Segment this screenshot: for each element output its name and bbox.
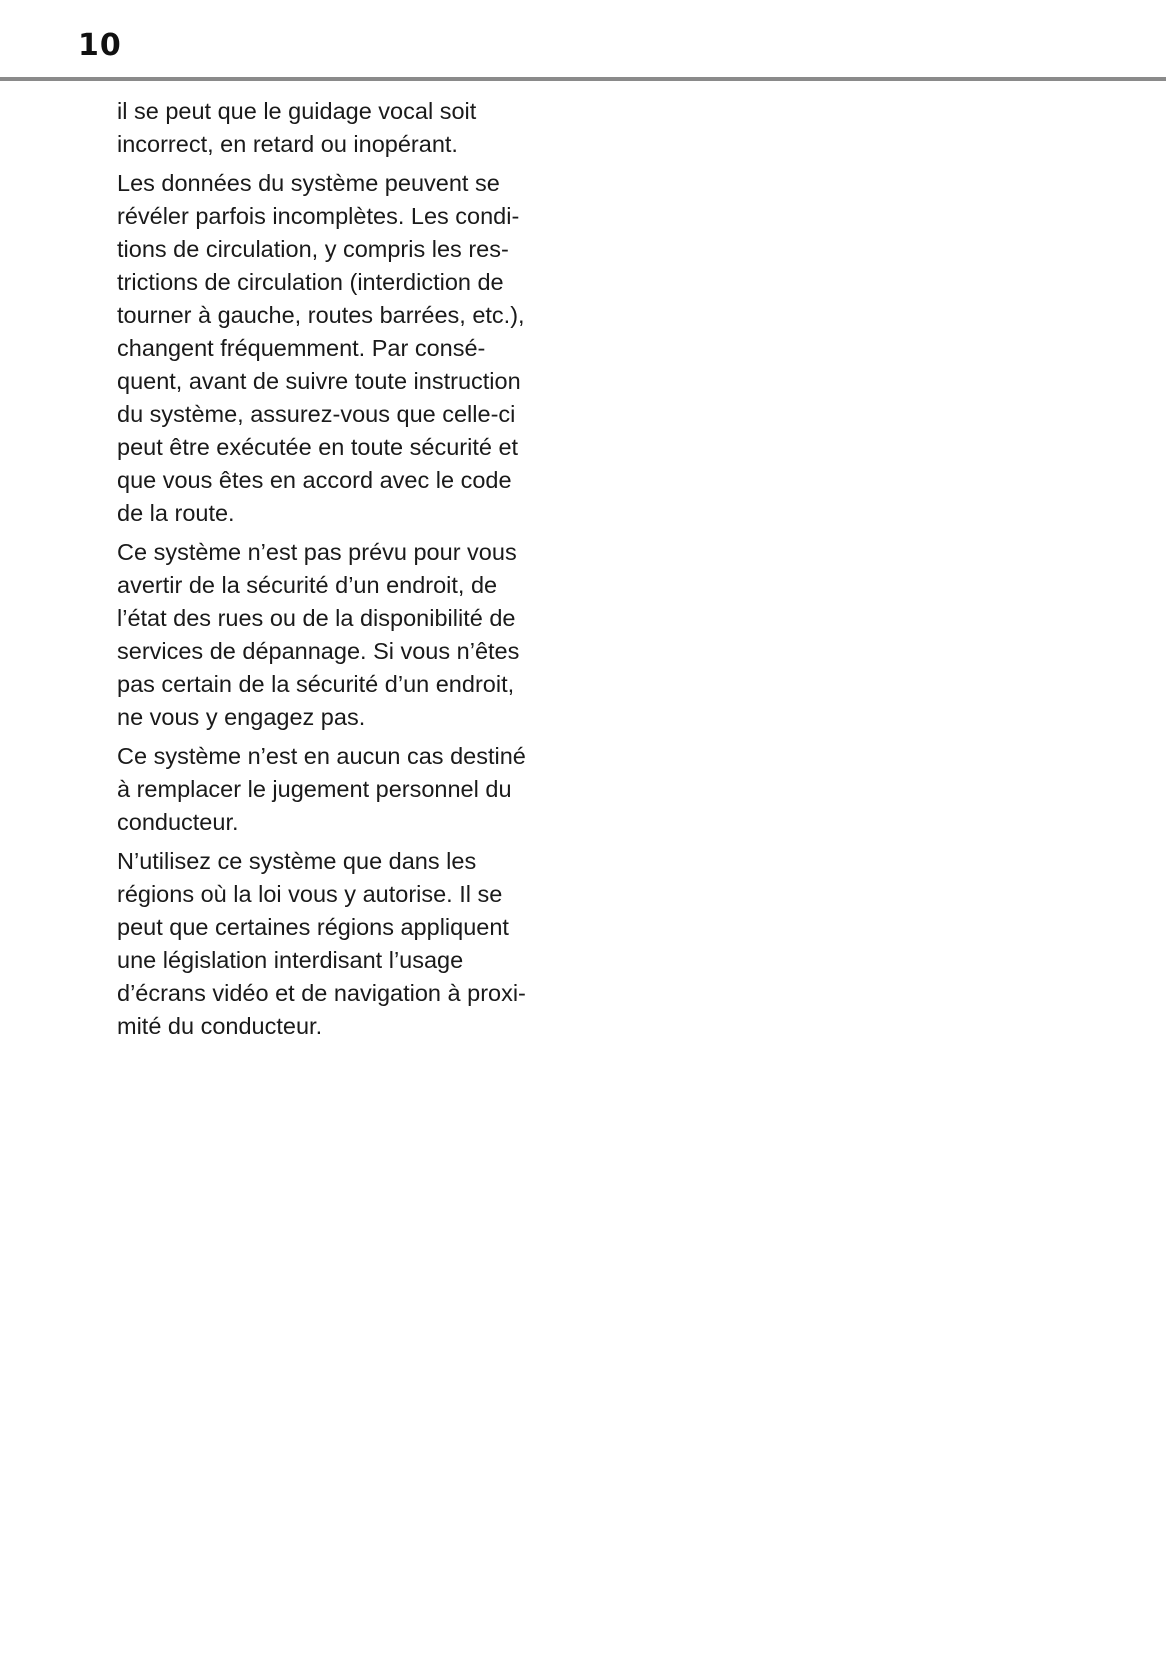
text-line: de la route. <box>117 500 235 526</box>
text-line: tourner à gauche, routes barrées, etc.), <box>117 302 525 328</box>
text-line: d’écrans vidéo et de navigation à proxi- <box>117 980 526 1006</box>
text-line: N’utilisez ce système que dans les <box>117 848 477 874</box>
text-line: que vous êtes en accord avec le code <box>117 467 512 493</box>
text-line: pas certain de la sécurité d’un endroit, <box>117 671 515 697</box>
paragraph-safety-warning <box>117 536 567 734</box>
text-line: peut être exécutée en toute sécurité et <box>117 434 519 460</box>
paragraph-voice-guidance <box>117 95 567 161</box>
text-line: mité du conducteur. <box>117 1013 323 1039</box>
text-line: ne vous y engagez pas. <box>117 704 366 730</box>
text-line: Les données du système peuvent se <box>117 170 500 196</box>
text-line: peut que certaines régions appliquent <box>117 914 509 940</box>
paragraph-legal-regions <box>117 845 567 1043</box>
paragraph-system-data <box>117 167 567 530</box>
text-line: une législation interdisant l’usage <box>117 947 464 973</box>
header-rule <box>0 77 1166 81</box>
text-line: Ce système n’est pas prévu pour vous <box>117 539 517 565</box>
text-line: du système, assurez-vous que celle-ci <box>117 401 516 427</box>
text-column <box>117 95 567 1049</box>
text-line: régions où la loi vous y autorise. Il se <box>117 881 503 907</box>
text-line: conducteur. <box>117 809 239 835</box>
text-line: révéler parfois incomplètes. Les condi- <box>117 203 520 229</box>
text-line: changent fréquemment. Par consé- <box>117 335 486 361</box>
text-line: incorrect, en retard ou inopérant. <box>117 131 458 157</box>
text-line: l’état des rues ou de la disponibilité de <box>117 605 516 631</box>
paragraph-driver-judgment <box>117 740 567 839</box>
text-line: services de dépannage. Si vous n’êtes <box>117 638 520 664</box>
text-line: tions de circulation, y compris les res- <box>117 236 509 262</box>
page-number: 10 <box>78 28 122 63</box>
text-line: il se peut que le guidage vocal soit <box>117 98 477 124</box>
text-line: Ce système n’est en aucun cas destiné <box>117 743 526 769</box>
text-line: avertir de la sécurité d’un endroit, de <box>117 572 498 598</box>
text-line: trictions de circulation (interdiction de <box>117 269 504 295</box>
text-line: quent, avant de suivre toute instruction <box>117 368 521 394</box>
text-line: à remplacer le jugement personnel du <box>117 776 512 802</box>
